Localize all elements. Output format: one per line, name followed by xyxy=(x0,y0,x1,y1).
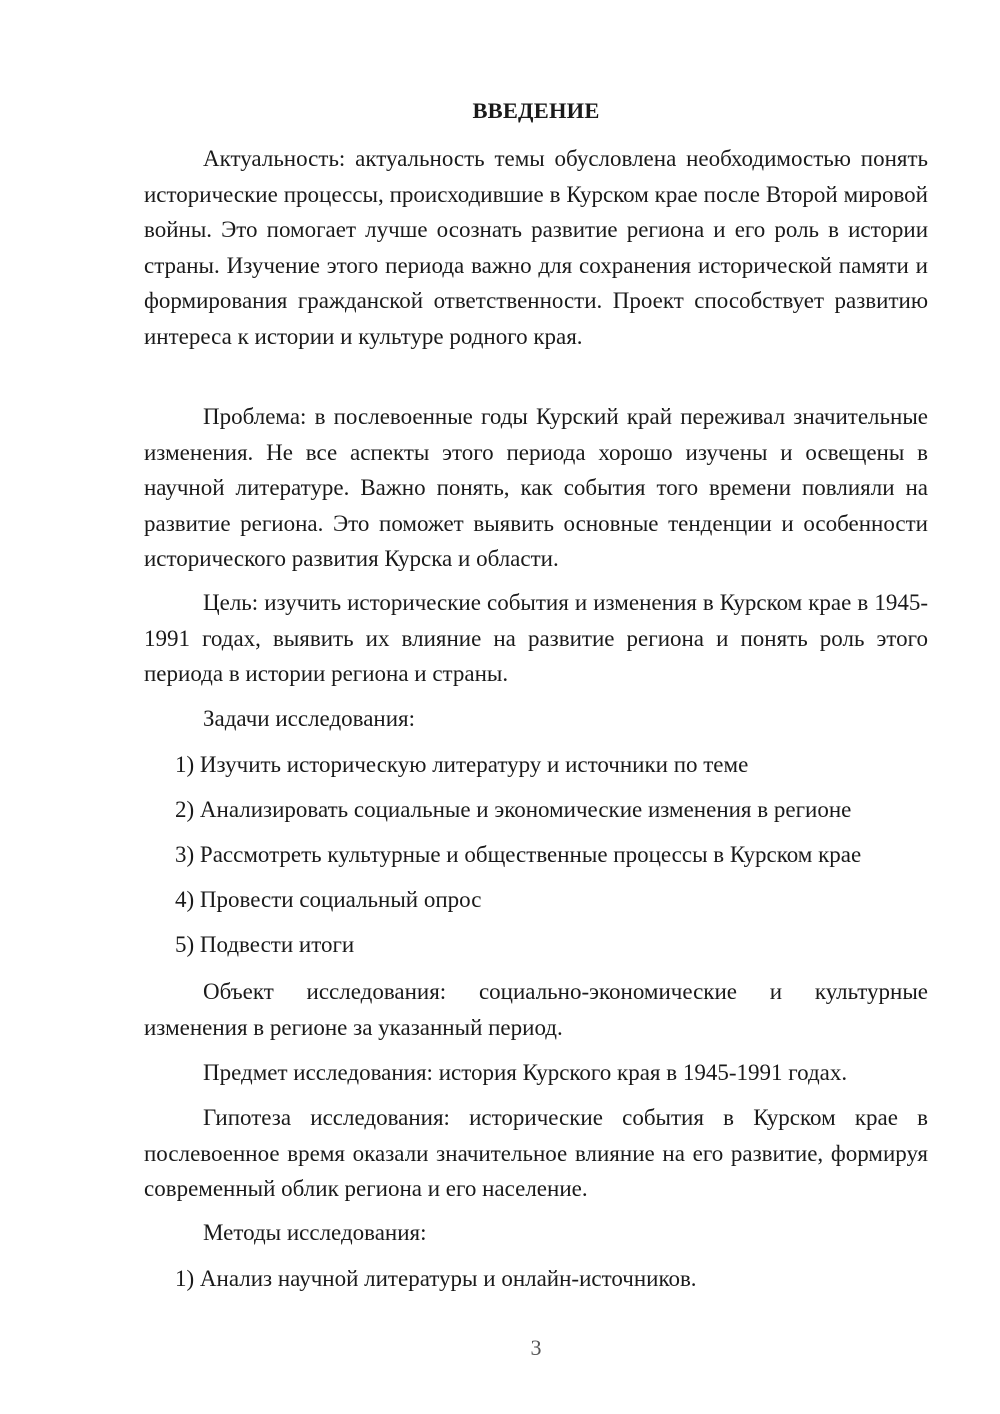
object-paragraph: Объект исследования: социально-экономические и культурные изменения в регионе за указанный период. xyxy=(144,979,928,1040)
task-item: 1) Изучить историческую литературу и источники по теме xyxy=(175,752,749,777)
subject-paragraph: Предмет исследования: история Курского края в 1945-1991 годах. xyxy=(203,1060,848,1085)
method-item: 1) Анализ научной литературы и онлайн-источников. xyxy=(175,1266,697,1291)
hypothesis-paragraph: Гипотеза исследования: исторические события в Курском крае в послевоенное время оказали значительное влияние на его развитие, формируя современный облик региона и его население. xyxy=(144,1105,928,1201)
task-item: 4) Провести социальный опрос xyxy=(175,887,482,912)
section-heading: ВВЕДЕНИЕ xyxy=(472,98,600,123)
task-item: 3) Рассмотреть культурные и общественные процессы в Курском крае xyxy=(175,842,862,867)
page-number: 3 xyxy=(530,1335,542,1360)
problem-paragraph: Проблема: в послевоенные годы Курский край переживал значительные изменения. Не все аспекты этого периода хорошо изучены и освещены в научной литературе. Важно понять, как события того времени повлияли на развитие региона. Это поможет выявить основные тенденции и особенности исторического развития Курска и области. xyxy=(144,404,928,571)
methods-title: Методы исследования: xyxy=(203,1220,427,1245)
goal-paragraph: Цель: изучить исторические события и изменения в Курском крае в 1945-1991 годах, выявить их влияние на развитие региона и понять роль этого периода в истории региона и страны. xyxy=(144,590,928,686)
relevance-paragraph: Актуальность: актуальность темы обусловлена необходимостью понять исторические процессы, происходившие в Курском крае после Второй мировой войны. Это помогает лучше осознать развитие региона и его роль в истории страны. Изучение этого периода важно для сохранения исторической памяти и формирования гражданской ответственности. Проект способствует развитию интереса к истории и культуре родного края. xyxy=(144,146,928,349)
tasks-title: Задачи исследования: xyxy=(203,706,416,731)
task-item: 2) Анализировать социальные и экономические изменения в регионе xyxy=(175,797,852,822)
task-item: 5) Подвести итоги xyxy=(175,932,355,957)
document-page xyxy=(144,0,928,1414)
